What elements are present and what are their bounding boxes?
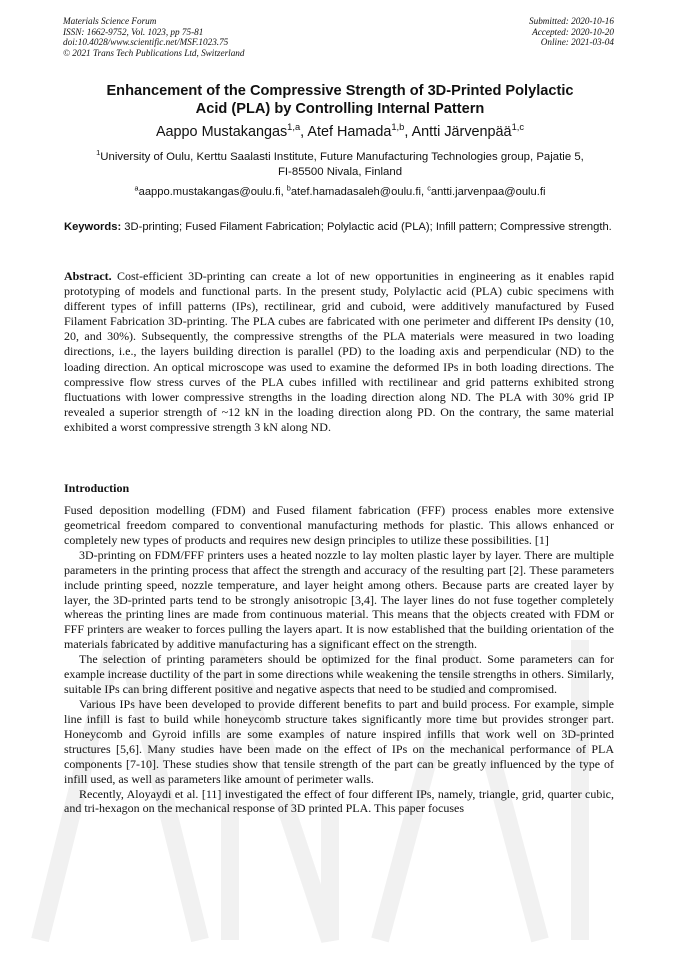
paper-title-line-1: Enhancement of the Compressive Strength of 3D-Printed Polylactic xyxy=(106,83,574,99)
email-link[interactable]: atef.hamadasaleh@oulu.fi xyxy=(290,186,421,198)
intro-paragraph: 3D-printing on FDM/FFF printers uses a heated nozzle to lay molten plastic layer by layer. There are multiple parameters in the printing process that affect the strength and accuracy of the resulting part [2]. These parameters include printing speed, nozzle temperature, and layer height among others. Because parts are created layer by layer, the 3D-printed parts tend to be strongly anisotropic [3,4]. The layer lines do not fuse together completely whereas the printing lines are made from continuous material. This means that the objects created with FDM or FFF printers are weaker to forces pulling the layers apart. It is now established that the building orientation of the materials fabricated by additive manufacturing has a significant effect on the strength. xyxy=(64,547,614,652)
author-list xyxy=(40,123,640,141)
author-affil-mark: 1,a xyxy=(287,122,301,133)
affiliation-line-1: $^1$University of Oulu, Kerttu Saalasti Institute, Future Manufacturing Technologies group, Pajatie 5, xyxy=(96,148,584,163)
submission-dates xyxy=(529,16,614,48)
author-name: Antti Järvenpää xyxy=(411,124,512,140)
abstract-text: Cost-efficient 3D-printing can create a lot of new opportunities in engineering as it enables rapid prototyping of models and functional parts. In the present study, Polylactic acid (PLA) cubic specimens with different types of infill patterns (IPs), rectilinear, grid and cuboid, were additively manufactured by Fused Filament Fabrication 3D-printing. The PLA cubes are fabricated with one perimeter and different IPs density (10, 20, and 30%). Subsequently, the compressive strengths of the PLA materials were measured in two loading directions, i.e., the layers building direction is parallel (PD) to the loading axis and perpendicular (ND) to the loading direction. An optical microscope was used to examine the deformed IPs in both loading directions. The compressive flow stress curves of the PLA cubes infilled with rectilinear and grid patterns exhibited strong fluctuations with lower compressive strengths in the loading direction along ND. The PLA with 30% grid IP revealed a superior strength of ~12 kN in the loading direction along PD. On the contrary, the same material exhibited a worst compressive strength 3 kN along ND. xyxy=(64,269,614,434)
affiliation-mark: 1 xyxy=(96,148,101,158)
introduction-body xyxy=(64,503,614,816)
affiliation xyxy=(60,150,620,180)
submitted-date: Submitted: 2020-10-16 xyxy=(529,16,614,26)
author-name: Atef Hamada xyxy=(307,124,392,140)
affiliation-line-2: FI-85500 Nivala, Finland xyxy=(277,166,403,178)
intro-paragraph: Recently, Aloyaydi et al. [11] investigated the effect of four different IPs, namely, triangle, grid, quarter cubic, and tri-hexagon on the mechanical response of 3D printed PLA. This paper focuses xyxy=(64,786,614,816)
email-link[interactable]: antti.jarvenpaa@oulu.fi xyxy=(430,186,546,198)
journal-issn: ISSN: 1662-9752, Vol. 1023, pp 75-81 xyxy=(63,26,204,37)
keywords-text: 3D-printing; Fused Filament Fabrication; Polylactic acid (PLA); Infill pattern; Compressive strength. xyxy=(121,221,612,233)
author-emails: $^a$aappo.mustakangas@oulu.fi, $^b$atef.hamadasaleh@oulu.fi, $^c$antti.jarvenpaa@oulu.fi xyxy=(134,183,546,198)
journal-info xyxy=(63,16,244,58)
author-affil-mark: 1,b xyxy=(391,122,405,133)
email-mark: c xyxy=(427,183,431,193)
email-mark: b xyxy=(286,183,291,193)
accepted-date: Accepted: 2020-10-20 xyxy=(532,26,614,37)
section-heading-introduction: Introduction xyxy=(64,481,130,495)
paper-title xyxy=(60,82,620,118)
keywords-label: Keywords: xyxy=(64,221,122,233)
journal-doi: doi:10.4028/www.scientific.net/MSF.1023.75 xyxy=(63,37,229,48)
author-separator: , xyxy=(300,124,308,140)
author-name: Aappo Mustakangas xyxy=(155,124,288,140)
journal-copyright: © 2021 Trans Tech Publications Ltd, Switzerland xyxy=(63,47,245,58)
email-mark: a xyxy=(134,183,139,193)
keywords xyxy=(64,220,614,235)
author-affil-mark: 1,c xyxy=(511,122,525,133)
journal-name: Materials Science Forum xyxy=(63,16,157,26)
author-separator: , xyxy=(404,124,412,140)
abstract xyxy=(64,269,614,435)
paper-title-line-2: Acid (PLA) by Controlling Internal Pattern xyxy=(195,101,485,117)
abstract-label: Abstract. xyxy=(64,269,112,283)
email-link[interactable]: aappo.mustakangas@oulu.fi xyxy=(138,186,281,198)
intro-paragraph: Various IPs have been developed to provide different benefits to part and build process. For example, simple line infill is fast to build while honeycomb structure takes significantly more time but provides stronger part. Honeycomb and Gyroid infills are some examples of nature inspired infills that work well on 3D-printed structures [5,6]. Many studies have been made on the effect of IPs on the mechanical performance of PLA components [7-10]. These studies show that tensile strength of the part can be greatly influenced by the type of infill used, as well as parameters like amount of perimeter walls. xyxy=(64,696,614,786)
intro-paragraph: Fused deposition modelling (FDM) and Fused filament fabrication (FFF) process enables more extensive geometrical freedom compared to conventional manufacturing methods for plastic. This allows enhanced or completely new types of products and requires new design principles to utilize these possibilities. [1] xyxy=(64,503,614,547)
online-date: Online: 2021-03-04 xyxy=(540,37,614,48)
intro-paragraph: The selection of printing parameters should be optimized for the final product. Some parameters can for example increase ductility of the part in some directions while weakening the tensile strengths in others. Similarly, suitable IPs can bring different positive and negative aspects that need to be studied and compromised. xyxy=(64,652,614,697)
